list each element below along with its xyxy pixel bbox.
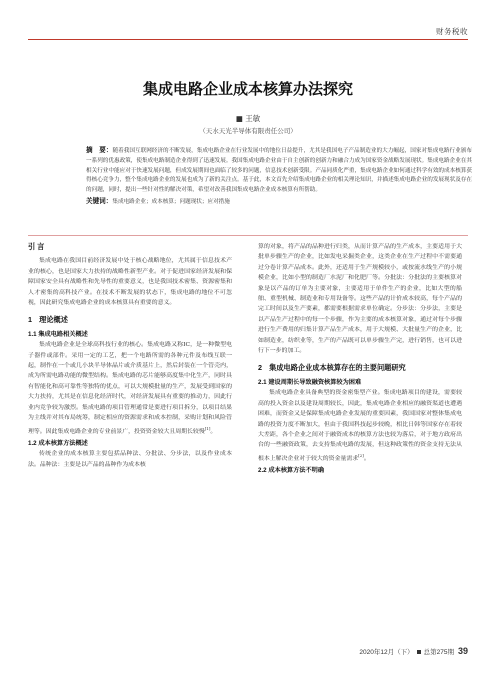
section-1-heading: 1 理论概述	[28, 315, 68, 325]
subsection-2-1-heading: 2.1 建设周期长导致融资核算较为困难	[258, 378, 362, 386]
article-author: ■ 王敏	[235, 114, 261, 123]
keywords-text: 集成电路企业；成本核算；问题现状；应对措施	[112, 198, 230, 205]
subsection-1-2-heading: 1.2 成本核算方法概述	[28, 439, 88, 447]
article-title: 集成电路企业成本核算办法探究	[142, 81, 353, 98]
page-number: 39	[457, 646, 468, 656]
article-affiliation: （天水天光半导体有限责任公司）	[199, 127, 297, 135]
subsection-2-2-heading: 2.2 成本核算方法不明确	[258, 467, 325, 475]
abstract-text: 随着我国互联网经济的不断发展，集成电路企业在行业发展中的地位日益提升，尤其是我国电子产品制造业的大力崛起，国家对集成电路行业颁布一系列的优惠政策，使集成电路制造企业得到了迅速发展。我国集成电路企业由于自主创新的创新力和融合力成为国家资金战略发展现状。集成电路企业在其相关行业中能应对于快速发展问题，但成发展期间也面临了较多的问题，信息技术创新受限。产品同质化严重，集成电路企业如何通过科学有效的成本核算获得核心竞争力，整个集成电路企业的发展也成为了新的关注点。基于此，本文首先介绍集成电路企业的相关理论知识，并描述集成电路企业的发展现状及存在的问题，同时，提出一些针对性的解决对策，希望对改善我国集成电路企业成本核算有所帮助。	[86, 148, 472, 194]
continued-paragraph: 算的对象，将产品的品种进行归类，从而计算产品的生产成本，主要适用于大批单步骤生产的企业，比如发电采掘类企业，这类企业在生产过程中不需要通过分卷计算产品成本。此外，还适用于生产规模较小，或按流水线生产的小规模企业，比如小型的制造厂水泥厂和化肥厂等。分批法：分批法的主要核算对象是以产品的订单为主要对象，主要适用于单件生产的企业，比如大型的船舶、重型机械、制造业和专用设备等。这些产品的计价成本较高，每个产品的完工时间以及生产要素，都需要根据需求单位确定。分步法：分步法，主要是以产品生产过程中的每一个步骤，作为主要的成本核算对象，通过对每个步骤进行生产费用的归集计算产品生产成本，用于大规模、大批量生产的企业，比如制造业，纺织业等，生产的产品既可以单步骤生产完，进行销售，也可以进行下一步的加工。	[258, 244, 462, 355]
issue-number: 总第275期	[423, 649, 454, 656]
citation-2: [2]	[358, 452, 364, 458]
abstract-label: 摘 要：	[86, 146, 113, 154]
intro-heading: 引 言	[28, 242, 45, 251]
subsection-1-1-heading: 1.1 集成电路相关概述	[28, 330, 88, 338]
header-rule	[28, 39, 468, 40]
keywords	[86, 197, 472, 208]
subsection-1-2-paragraph: 传统企业的成本核算主要包括品种法、分批法、分步法，以及作业成本法。品种法：主要是以产品的品种作为成本核	[28, 451, 232, 468]
abstract-divider	[28, 235, 468, 236]
section-tag: 财务税收	[436, 27, 468, 36]
keywords-label: 关键词：	[86, 196, 113, 205]
abstract	[86, 146, 472, 196]
intro-paragraph: 集成电路在我国目前经济发展中处于核心战略地位，尤其属于信息技术产业的核心，也是国家大力扶持的战略性新型产业。对于促进国家经济发展和保障国家安全具有战略性和先导性的重要意义，也是我国技术密集、资源密集和人才密集的高科技产业。在技术不断发展的状态下，集成电路的地位不可忽视，因此研究集成电路企业的成本核算具有重要的意义。	[28, 258, 232, 307]
subsection-2-1-paragraph: 集成电路企业具备典型的资金密集型产业。集成电路项目的建设，需要较高的投入资金以及建设周期较长，因此，集成电路企业相应的融资渠道也遭遇困难，而资金又是保障集成电路企业发展的重要因素，我国国家对整体集成电路的投资力度不断加大，但由于我国科技起步较晚，相比日韩等国家存在着较大差距，各个企业之间对于融资成本的核算方法也较为落后，对于地方政府出台的一些融资政策，去支持集成电路的发展，但这种政策性的资金支持无法从根本上解决企业对于较大的资金量需求[2]。	[258, 390, 462, 462]
subsection-1-1-text: 集成电路企业是全球高科技行业的核心。集成电路又称IC，是一种微型电子器件或部件。采用一定的工艺，把一个电路所需的各种元件及布线互联一起，制作在一个或几小块半导体晶片或介质基片上，然后封装在一个管壳内，成为所需电路功能的微型结构。集成电路的芯片能够高度集中化生产，同时具有智能化和高可靠性等独特的优点，可以大规模批量的生产，发展受到国家的大力扶持，尤其是在信息化经济时代，对经济发展具有重要的推动力，因此行业内竞争较为激烈。集成电路的项目管理通常是要进行项目拆分，以项目结果为主线并对其布局统筹，制定相应的资源需求和成本控制，采购计划和风险管理等。因此集成电路企业的专业前景广，投资资金较大且周期长较慢	[28, 342, 232, 435]
subsection-1-1-paragraph: 集成电路企业是全球高科技行业的核心。集成电路又称IC，是一种微型电子器件或部件。采用一定的工艺，把一个电路所需的各种元件及布线互联一起，制作在一个或几小块半导体晶片或介质基片上，然后封装在一个管壳内，成为所需电路功能的微型结构。集成电路的芯片能够高度集中化生产，同时具有智能化和高可靠性等独特的优点，可以大规模批量的生产，发展受到国家的大力扶持，尤其是在信息化经济时代，对经济发展具有重要的推动力，因此行业内竞争较为激烈。集成电路的项目管理通常是要进行项目拆分，以项目结果为主线并对其布局统筹，制定相应的资源需求和成本控制，采购计划和风险管理等。因此集成电路企业的专业前景广，投资资金较大且周期长较慢[1]。	[28, 342, 232, 435]
separator-square-icon	[417, 650, 421, 654]
issue-date: 2020年12月（下）	[359, 649, 414, 656]
right-column	[258, 242, 462, 650]
section-2-heading: 2 集成电路企业成本核算存在的主要问题研究	[258, 363, 406, 373]
running-header	[0, 23, 496, 41]
citation-1: [1]	[204, 425, 211, 431]
left-column	[28, 242, 232, 650]
abstract-block	[86, 146, 472, 226]
subsection-2-1-text: 集成电路企业具备典型的资金密集型产业。集成电路项目的建设，需要较高的投入资金以及建设周期较长，因此，集成电路企业相应的融资渠道也遭遇困难，而资金又是保障集成电路企业发展的重要因素，我国国家对整体集成电路的投资力度不断加大，但由于我国科技起步较晚，相比日韩等国家存在着较大差距，各个企业之间对于融资成本的核算方法也较为落后，对于地方政府出台的一些融资政策，去支持集成电路的发展，但这种政策性的资金支持无法从根本上解决企业对于较大的资金量需求	[258, 390, 462, 462]
page-footer	[359, 646, 468, 656]
